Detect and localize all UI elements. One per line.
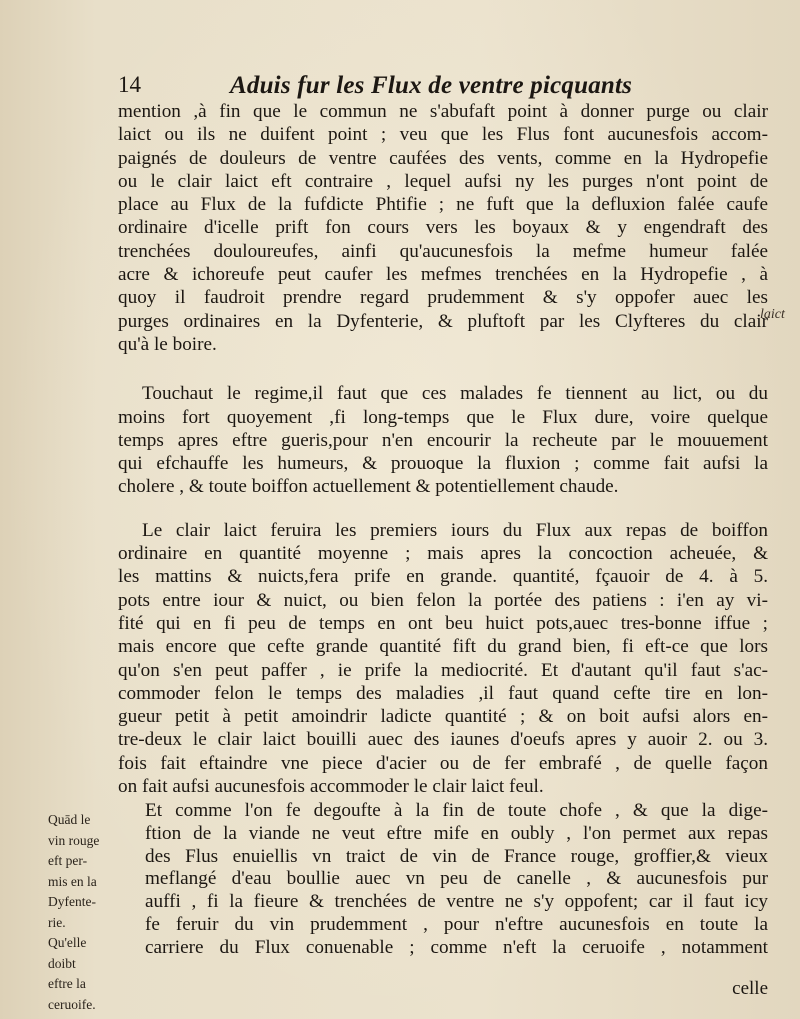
handwritten-marginal-annotation: laict: [760, 307, 785, 322]
text-line: qu'à le boire.: [118, 333, 217, 355]
margin-note-line: eft per-: [48, 853, 88, 868]
text-line: acre & ichoreufe peut caufer les mefmes trenchées en la Hydropefie , à: [118, 264, 768, 286]
text-line: qu'on s'en peut paffer , ie prife la mediocrité. Et d'autant qu'il faut s'ac-: [118, 659, 768, 681]
margin-note-line: rie.: [48, 914, 66, 930]
text-line: qui efchauffe les humeurs, & prouoque la fluxion ; comme fait aufsi la: [118, 453, 768, 475]
running-title: Aduis fur les Flux de ventre picquants: [230, 72, 633, 99]
text-line: moins fort quoyement ,fi long-temps que le Flux dure, voire quelque: [118, 406, 768, 428]
text-line: ordinaire en quantité moyenne ; mais apres la concoction acheuée, &: [118, 543, 768, 565]
text-line: quoy il faudroit prendre regard prudemment & s'y oppofer auec les: [118, 287, 768, 309]
margin-note-line: Dyfente-: [48, 894, 96, 909]
paragraph-gap: [118, 356, 768, 382]
paragraph-1: [118, 100, 768, 356]
text-line: Le clair laict feruira les premiers iours du Flux aux repas de boiffon: [142, 519, 768, 541]
text-line: des Flus enuiellis vn traict de vin de France rouge, groffier,& vieux: [145, 845, 768, 867]
paragraph-4: [145, 800, 768, 960]
paragraph-gap: [118, 499, 768, 519]
paragraph-2: [118, 382, 768, 498]
text-line: Touchaut le regime,il faut que ces malades fe tiennent au lict, ou du: [142, 383, 768, 405]
text-line: gueur petit à petit amoindrir ladicte quantité ; & on boit aufsi alors en-: [118, 706, 768, 728]
text-line: tre-deux le clair laict bouilli auec des iaunes d'oeufs apres y auoir 2. ou 3.: [118, 729, 768, 751]
text-line: meflangé d'eau boullie auec vn peu de canelle , & aucunesfois pur: [145, 868, 768, 890]
paragraph-3: [118, 519, 768, 799]
text-line: les mattins & nuicts,fera prife en grande. quantité, fçauoir de 4. à 5.: [118, 566, 768, 588]
page-number: 14: [118, 72, 141, 97]
text-line: mais encore que cefte grande quantité fift du grand bien, fi eft-ce que lors: [118, 636, 768, 658]
margin-note-line: vin rouge: [48, 832, 100, 848]
text-line: ordinaire d'icelle prift fon cours vers les boyaux & y engendraft des: [118, 217, 768, 239]
text-line: cholere , & toute boiffon actuellement & potentiellement chaude.: [118, 476, 619, 498]
text-line: on fait aufsi aucunesfois accommoder le clair laict feul.: [118, 776, 544, 798]
text-line: carriere du Flux conuenable ; comme n'eft la ceruoife , notamment: [145, 936, 768, 958]
text-line: purges ordinaires en la Dyfenterie, & pluftoft par les Clyfteres du clair: [118, 310, 768, 332]
text-line: commoder felon le temps des maladies ,il faut quand cefte tire en lon-: [118, 682, 768, 704]
margin-note-line: mis en la: [48, 873, 97, 889]
text-line: laict ou ils ne duifent point ; veu que les Flus font aucunesfois accom-: [118, 124, 768, 146]
text-line: fité qui en fi peu de temps en ont beu huict pots,auec tres-bonne iffue ;: [118, 612, 768, 634]
body-text: [118, 100, 768, 798]
text-line: Et comme l'on fe degoufte à la fin de toute chofe , & que la dige-: [145, 800, 768, 821]
text-line: ou le clair laict eft contraire , lequel aufsi ny les purges n'ont point de: [118, 170, 768, 192]
text-line: pots entre iour & nuict, ou bien felon la portée des patiens : i'en ay vi-: [118, 589, 768, 611]
text-line: paignés de douleurs de ventre caufées des vents, comme en la Hydropefie: [118, 147, 768, 169]
margin-note-line: ceruoife.: [48, 996, 96, 1012]
margin-note-line: Qu'elle: [48, 935, 87, 950]
margin-note-line: eftre la: [48, 976, 86, 991]
margin-note-line: doibt: [48, 955, 76, 971]
text-line: fois fait eftaindre vne piece d'acier ou de fer embrafé , de quelle façon: [118, 752, 768, 774]
text-line: fe feruir du vin prudemment , pour n'eftre aucunesfois en toute la: [145, 913, 768, 935]
text-line: ftion de la viande ne veut eftre mife en oubly , l'on permet aux repas: [145, 822, 768, 844]
text-line: place au Flux de la fufdicte Phtifie ; ne fuft que la defluxion falée caufe: [118, 194, 768, 216]
text-line: temps apres eftre gueris,pour n'en encourir la recheute par le mouuement: [118, 429, 768, 451]
margin-note-line: Quād le: [48, 812, 91, 827]
text-line: trenchées douloureufes, ainfi qu'aucunesfois la mefme humeur falée: [118, 240, 768, 262]
catchword: celle: [732, 978, 768, 999]
margin-note: [48, 810, 118, 1015]
text-line: mention ,à fin que le commun ne s'abufaft point à donner purge ou clair: [118, 101, 768, 122]
text-line: auffi , fi la fieure & trenchées de ventre ne s'y oppofent; car il faut icy: [145, 891, 768, 913]
